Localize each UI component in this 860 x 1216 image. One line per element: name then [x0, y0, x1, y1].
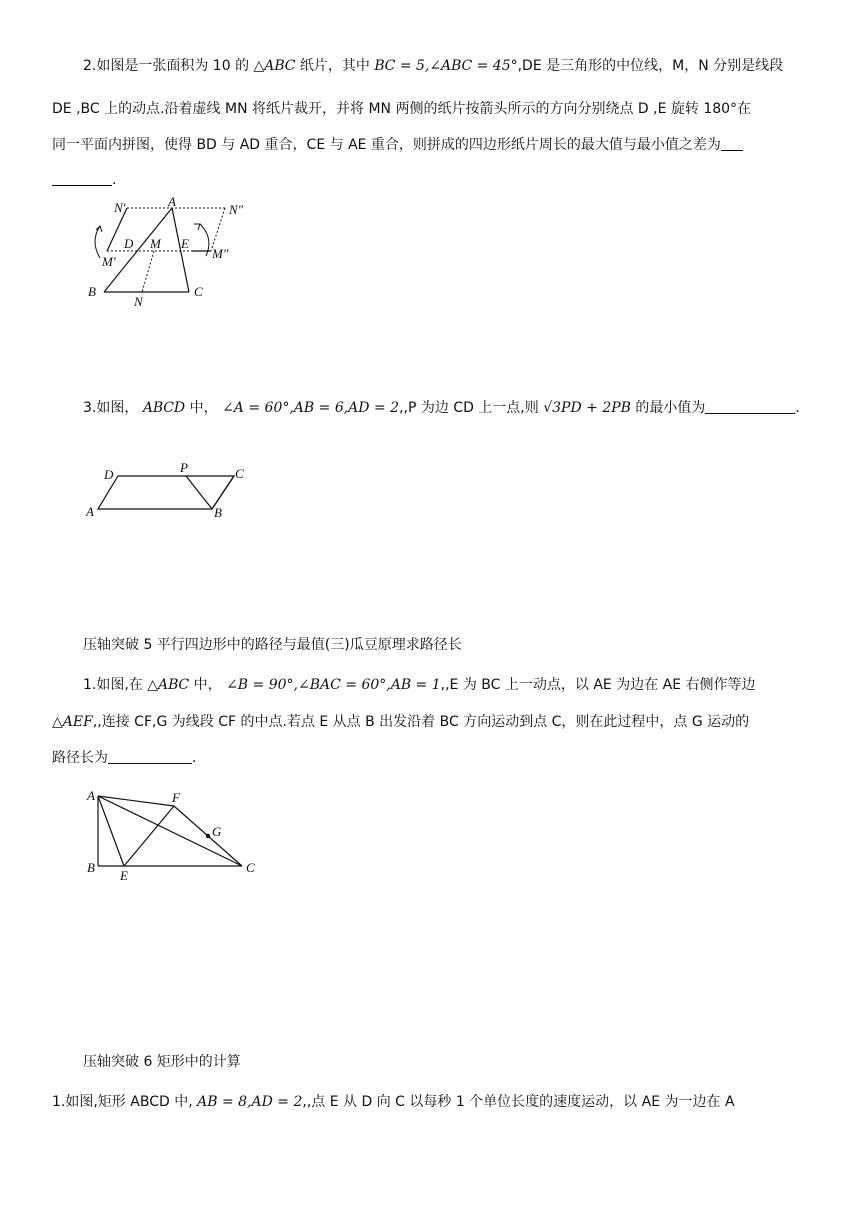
problem-2-text: 纸片，其中 [295, 58, 375, 74]
math-parallelogram: 𝐴𝐵𝐶𝐷 [142, 400, 186, 416]
label-m-prime: M′ [102, 254, 116, 269]
answer-blank [705, 399, 795, 414]
label-a: A [87, 788, 95, 803]
math-condition: ∠𝐴 = 60°,𝐴𝐵 = 6,𝐴𝐷 = 2 [222, 400, 400, 416]
question-1-text: ,,连接 CF,G 为线段 CF 的中点.若点 E 从点 B 出发沿着 BC 方向运动到点 C，则在此过程中，点 G 运动的 [92, 714, 750, 730]
question-1-line-2 [52, 712, 749, 732]
label-m: M [150, 236, 161, 251]
label-m-double-prime: M″ [212, 246, 229, 261]
question-1-text: ,,E 为 BC 上一动点，以 AE 为边在 AE 右侧作等边 [440, 677, 756, 693]
label-c: C [235, 466, 244, 481]
problem-3-text: ,,P 为边 CD 上一点,则 [399, 400, 544, 416]
math-condition: 𝐴𝐵 = 8,𝐴𝐷 = 2 [197, 1094, 303, 1110]
period: . [192, 750, 197, 766]
answer-blank [721, 136, 743, 151]
question-1-text: 路径长为 [52, 750, 108, 766]
question-1-text: 1.如图,在 [83, 677, 148, 693]
section-heading-5: 压轴突破 5 平行四边形中的路径与最值(三)瓜豆原理求路径长 [83, 637, 462, 653]
problem-2-line-4 [52, 170, 116, 190]
problem-3-text: 中， [185, 400, 223, 416]
figure-right-triangle [82, 786, 262, 886]
label-n-double-prime: N″ [229, 202, 244, 217]
answer-blank [108, 749, 192, 764]
problem-2-text: 同一平面内拼图，使得 BD 与 AD 重合，CE 与 AE 重合，则拼成的四边形纸片周长的最大值与最小值之差为 [52, 137, 721, 153]
question-1-line-3 [52, 748, 196, 768]
figure-parallelogram [82, 462, 252, 522]
math-triangle-aef: △𝐴𝐸𝐹 [52, 714, 93, 730]
answer-blank [52, 171, 112, 186]
label-d: D [124, 236, 134, 251]
label-p: P [180, 462, 188, 475]
math-triangle-abc: △𝐴𝐵𝐶 [147, 677, 190, 693]
label-a: A [168, 196, 176, 209]
label-f: F [172, 790, 180, 805]
problem-3-text: 3.如图， [83, 400, 143, 416]
label-e: E [181, 236, 189, 251]
label-b: B [87, 860, 95, 875]
label-c: C [194, 284, 203, 299]
math-condition: 𝐵𝐶 = 5,∠𝐴𝐵𝐶 = 45° [374, 58, 518, 74]
problem-3-text: 的最小值为 [630, 400, 706, 416]
label-n-prime: N′ [114, 200, 126, 215]
problem-2-line-3 [52, 135, 743, 155]
problem-2-text: 2.如图是一张面积为 10 的 [83, 58, 254, 74]
question-1-line-1 [83, 675, 756, 695]
question-1-text: 中， [189, 677, 227, 693]
problem-3-line-1 [83, 398, 800, 418]
problem-2-line-1 [83, 56, 783, 76]
section-heading-6: 压轴突破 6 矩形中的计算 [83, 1054, 241, 1070]
label-b: B [88, 284, 96, 299]
label-g: G [212, 824, 222, 839]
math-triangle-abc: △𝐴𝐵𝐶 [253, 58, 296, 74]
period: . [112, 172, 117, 188]
math-expression: √3𝑃𝐷 + 2𝑃𝐵 [543, 400, 631, 416]
problem-2-line-2: DE ,BC 上的动点.沿着虚线 MN 将纸片裁开，并将 MN 两侧的纸片按箭头所示的方向分别绕点 D ,E 旋转 180°在 [52, 101, 752, 117]
problem-2-text: ,DE 是三角形的中位线，M，N 分别是线段 [517, 58, 784, 74]
label-e: E [120, 868, 128, 883]
question-6-text: 1.如图,矩形 ABCD 中, [52, 1094, 198, 1110]
label-b: B [214, 505, 222, 520]
label-c: C [246, 860, 255, 875]
label-d: D [104, 467, 114, 482]
figure-triangle-cut [82, 196, 252, 311]
label-a: A [86, 504, 94, 519]
question-6-text: ,,点 E 从 D 向 C 以每秒 1 个单位长度的速度运动，以 AE 为一边在 A [302, 1094, 735, 1110]
period: . [795, 400, 800, 416]
math-condition: ∠𝐵 = 90°,∠𝐵𝐴𝐶 = 60°,𝐴𝐵 = 1 [226, 677, 441, 693]
question-6-line-1 [52, 1092, 735, 1112]
label-n: N [134, 294, 143, 309]
